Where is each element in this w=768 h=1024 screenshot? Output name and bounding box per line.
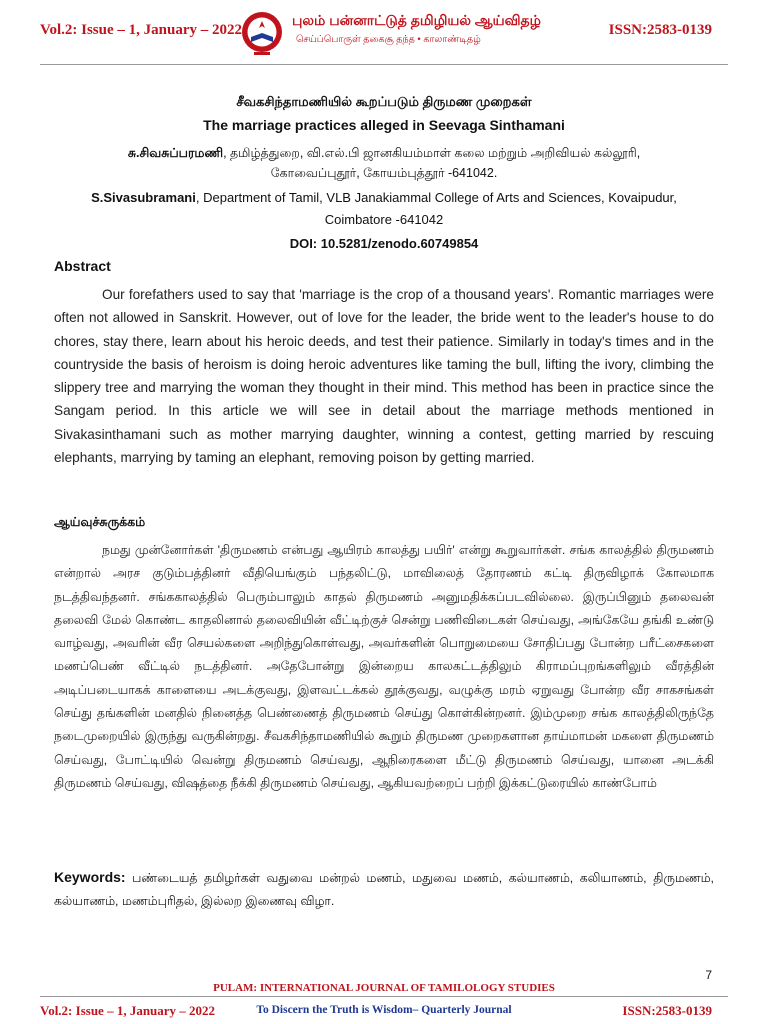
- keywords-paragraph: [54, 866, 714, 913]
- abstract-text: Our forefathers used to say that 'marriage is the crop of a thousand years'. Romantic marriages were often not allowed in Sanskrit. However, out of love for the leader, the bride went to the leader's house to do chores, stay there, learn about his heroic deeds, and test their patience. Similarly in today's times and in the countryside the basis of heroism is doing heroic adventures like taming the bull, lifting the ivory, climbing the slippery tree and marrying the woman they thought in their mind. This method has been in practice since the Sangam period. In this article we will see in detail about the marriage methods mentioned in Sivakasinthamani such as mother marrying daughter, winning a contest, getting married by rescuing elephants, marrying by taming an elephant, removing poison by getting married.: [54, 287, 714, 466]
- header-divider: [40, 64, 728, 65]
- tamil-abstract-text: நமது முன்னோர்கள் 'திருமணம் என்பது ஆயிரம் காலத்து பயிர்' என்று கூறுவார்கள். சங்க காலத்தில் திருமணம் என்றால் அரச குடும்பத்தினர் வீதியெங்கும் பந்தலிட்டு, மாவிலைத் தோரணம் கட்டி திருவிழாக் கோலமாக நடத்திவந்தனர். சங்ககாலத்தில் பெரும்பாலும் காதல் திருமணம் அனுமதிக்கப்படவில்லை. இருப்பினும் தலைவன் தலைவி மேல் கொண்ட காதலினால் தலைவியின் வீட்டிற்குச் சென்று பணிவிடைகள் செய்வது, அங்கேயே தங்கி உண்டு வாழ்வது, அவரின் வீர செயல்களை அறிந்துகொள்வது, அவர்களின் பொறுமையை சோதிப்பது போன்ற பரீட்சைகளை மணப்பெண் வீட்டில் நடத்தினர். அதேபோன்று இன்றைய காலகட்டத்திலும் கிராமப்புறங்களிலும் வீரத்தின் அடிப்படையாகக் காளையை அடக்குவது, இளவட்டக்கல் தூக்குவது, வழுக்கு மரம் ஏறுவது போன்ற வீர சாகசங்கள் செய்து தங்களின் மனதில் நினைத்த பெண்ணைத் திருமணம் செய்து கொள்கின்றனர். இம்முறை சங்க காலத்திலிருந்தே நடைமுறையில் இருந்து வருகின்றது. சீவகசிந்தாமணியில் கூறும் திருமண முறைகளான தாய்மாமன் மகளை திருமணம் செய்வது, போட்டியில் வென்று திருமணம் செய்வது, ஆநிரைகளை மீட்டு திருமணம் செய்வது, யானை அடக்கி திருமணம் செய்வது, விஷத்தை நீக்கி திருமணம் செய்வது, ஆகியவற்றைப் பற்றி இக்கட்டுரையில் காண்போம்: [54, 543, 714, 790]
- doi-label: DOI: 10.5281/zenodo.60749854: [289, 236, 479, 251]
- article-title-tamil: சீவகசிந்தாமணியில் கூறப்படும் திருமண முறைகள்: [236, 94, 532, 109]
- author-tamil-name: சு.சிவசுப்பரமணி: [127, 146, 224, 160]
- tamil-abstract-heading: ஆய்வுச்சுருக்கம்: [54, 515, 146, 529]
- keywords-text: பண்டையத் தமிழர்கள் வதுவை மன்றல் மணம், மதுவை மணம், கல்யாணம், கலியாணம், திருமணம், கல்யாணம், மணம்புரிதல், இல்லற இணைவு விழா.: [54, 871, 714, 908]
- header-journal-motto: செய்ப்பொருள் தகைசூ தந்த • காலாண்டிதழ்: [296, 34, 481, 45]
- header-issn: ISSN:2583-0139: [608, 22, 712, 38]
- header-journal-tamil: புலம் பன்னாட்டுத் தமிழியல் ஆய்விதழ்: [292, 12, 541, 28]
- author-tamil-address: கோவைப்புதூர், கோயம்புத்தூர் -641042.: [270, 166, 498, 180]
- author-english-affiliation: , Department of Tamil, VLB Janakiammal College of Arts and Sciences, Kovaipudur,: [195, 190, 677, 205]
- article-title-english: The marriage practices alleged in Seevaga Sinthamani: [203, 117, 565, 133]
- page-number: 7: [705, 968, 712, 982]
- author-english-name: S.Sivasubramani: [91, 190, 196, 205]
- keywords-label: Keywords:: [54, 869, 126, 885]
- footer-issn: ISSN:2583-0139: [622, 1003, 712, 1018]
- footer-journal-name: PULAM: INTERNATIONAL JOURNAL OF TAMILOLOGY STUDIES: [213, 982, 555, 994]
- page-header: [0, 0, 768, 70]
- footer-motto: To Discern the Truth is Wisdom– Quarterly Journal: [256, 1004, 512, 1016]
- footer-divider: [40, 996, 728, 997]
- footer-issue: Vol.2: Issue – 1, January – 2022: [40, 1003, 216, 1018]
- abstract-heading: Abstract: [54, 258, 111, 274]
- author-english-line-1: [0, 190, 768, 205]
- author-english-address: Coimbatore -641042: [324, 212, 444, 227]
- author-tamil-affiliation: , தமிழ்த்துறை, வி.எல்.பி ஜானகியம்மாள் கலை மற்றும் அறிவியல் கல்லூரி,: [223, 146, 641, 160]
- header-issue: Vol.2: Issue – 1, January – 2022: [40, 22, 242, 38]
- journal-logo-icon: [240, 8, 284, 60]
- author-tamil-line-1: [0, 146, 768, 162]
